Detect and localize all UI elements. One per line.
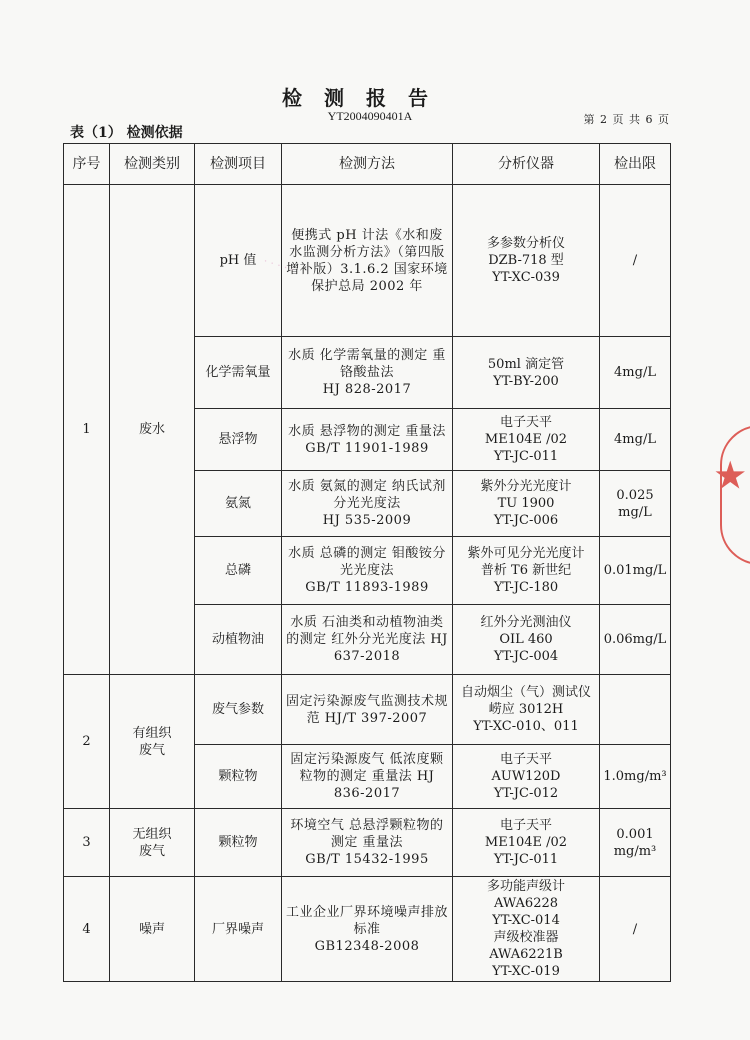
cell-item: 颗粒物 [195,745,282,809]
cell-item: 氨氮 [195,471,282,537]
cell-item: pH 值 [195,185,282,337]
seal-stamp [712,425,750,565]
cell-seq: 2 [64,675,110,809]
cell-method: 水质 化学需氧量的测定 重铬酸盐法 HJ 828-2017 [282,337,453,409]
cell-instrument: 50ml 滴定管 YT-BY-200 [453,337,600,409]
table-row [64,675,671,745]
cell-method: 工业企业厂界环境噪声排放标准 GB12348-2008 [282,877,453,982]
cell-limit: 0.025 mg/L [600,471,671,537]
header-instrument: 分析仪器 [453,144,600,185]
cell-method: 固定污染源废气监测技术规范 HJ/T 397-2007 [282,675,453,745]
header-method: 检测方法 [282,144,453,185]
cell-instrument: 电子天平 ME104E /02 YT-JC-011 [453,409,600,471]
cell-method: 环境空气 总悬浮颗粒物的测定 重量法 GB/T 15432-1995 [282,809,453,877]
faint-ink-mark: · · · · · [261,254,296,277]
cell-method: 便携式 pH 计法《水和废水监测分析方法》（第四版增补版）3.1.6.2 国家环境保护总局 2002 年 [282,185,453,337]
cell-item: 厂界噪声 [195,877,282,982]
cell-item: 总磷 [195,537,282,605]
cell-method: 水质 石油类和动植物油类的测定 红外分光光度法 HJ 637-2018 [282,605,453,675]
cell-limit [600,675,671,745]
cell-category: 有组织 废气 [110,675,195,809]
cell-seq: 3 [64,809,110,877]
cell-seq: 1 [64,185,110,675]
cell-instrument: 多功能声级计 AWA6228 YT-XC-014 声级校准器 AWA6221B YT-XC-019 [453,877,600,982]
cell-limit: 4mg/L [600,409,671,471]
cell-method: 水质 悬浮物的测定 重量法 GB/T 11901-1989 [282,409,453,471]
cell-limit: / [600,877,671,982]
cell-limit: / [600,185,671,337]
cell-item: 颗粒物 [195,809,282,877]
cell-item: 废气参数 [195,675,282,745]
cell-category: 无组织 废气 [110,809,195,877]
cell-item: 动植物油 [195,605,282,675]
cell-instrument: 自动烟尘（气）测试仪崂应 3012H YT-XC-010、011 [453,675,600,745]
header-seq: 序号 [64,144,110,185]
seal-star-icon: ★ [715,456,746,496]
cell-limit: 0.01mg/L [600,537,671,605]
report-title: 检测报告 [282,86,450,110]
header-item: 检测项目 [195,144,282,185]
cell-method: 水质 总磷的测定 钼酸铵分光光度法 GB/T 11893-1989 [282,537,453,605]
cell-limit: 0.001 mg/m³ [600,809,671,877]
cell-seq: 4 [64,877,110,982]
cell-method: 固定污染源废气 低浓度颗粒物的测定 重量法 HJ 836-2017 [282,745,453,809]
table-row [64,809,671,877]
cell-instrument: 电子天平 ME104E /02 YT-JC-011 [453,809,600,877]
detection-basis-table [63,143,671,982]
cell-instrument: 红外分光测油仪 OIL 460 YT-JC-004 [453,605,600,675]
cell-instrument: 多参数分析仪 DZB-718 型 YT-XC-039 [453,185,600,337]
table-caption: 表（1） 检测依据 [70,125,183,141]
table-row [64,185,671,337]
cell-limit: 4mg/L [600,337,671,409]
cell-limit: 1.0mg/m³ [600,745,671,809]
cell-item: 悬浮物 [195,409,282,471]
cell-instrument: 紫外可见分光光度计 普析 T6 新世纪 YT-JC-180 [453,537,600,605]
cell-category: 废水 [110,185,195,675]
table-row [64,877,671,982]
cell-item: 化学需氧量 [195,337,282,409]
report-number: YT2004090401A [327,109,413,123]
header-limit: 检出限 [600,144,671,185]
cell-category: 噪声 [110,877,195,982]
cell-instrument: 紫外分光光度计 TU 1900 YT-JC-006 [453,471,600,537]
page-indicator: 第 2 页 共 6 页 [583,113,670,126]
cell-method: 水质 氨氮的测定 纳氏试剂分光光度法 HJ 535-2009 [282,471,453,537]
cell-limit: 0.06mg/L [600,605,671,675]
cell-instrument: 电子天平 AUW120D YT-JC-012 [453,745,600,809]
table-header-row [64,144,671,185]
header-category: 检测类别 [110,144,195,185]
